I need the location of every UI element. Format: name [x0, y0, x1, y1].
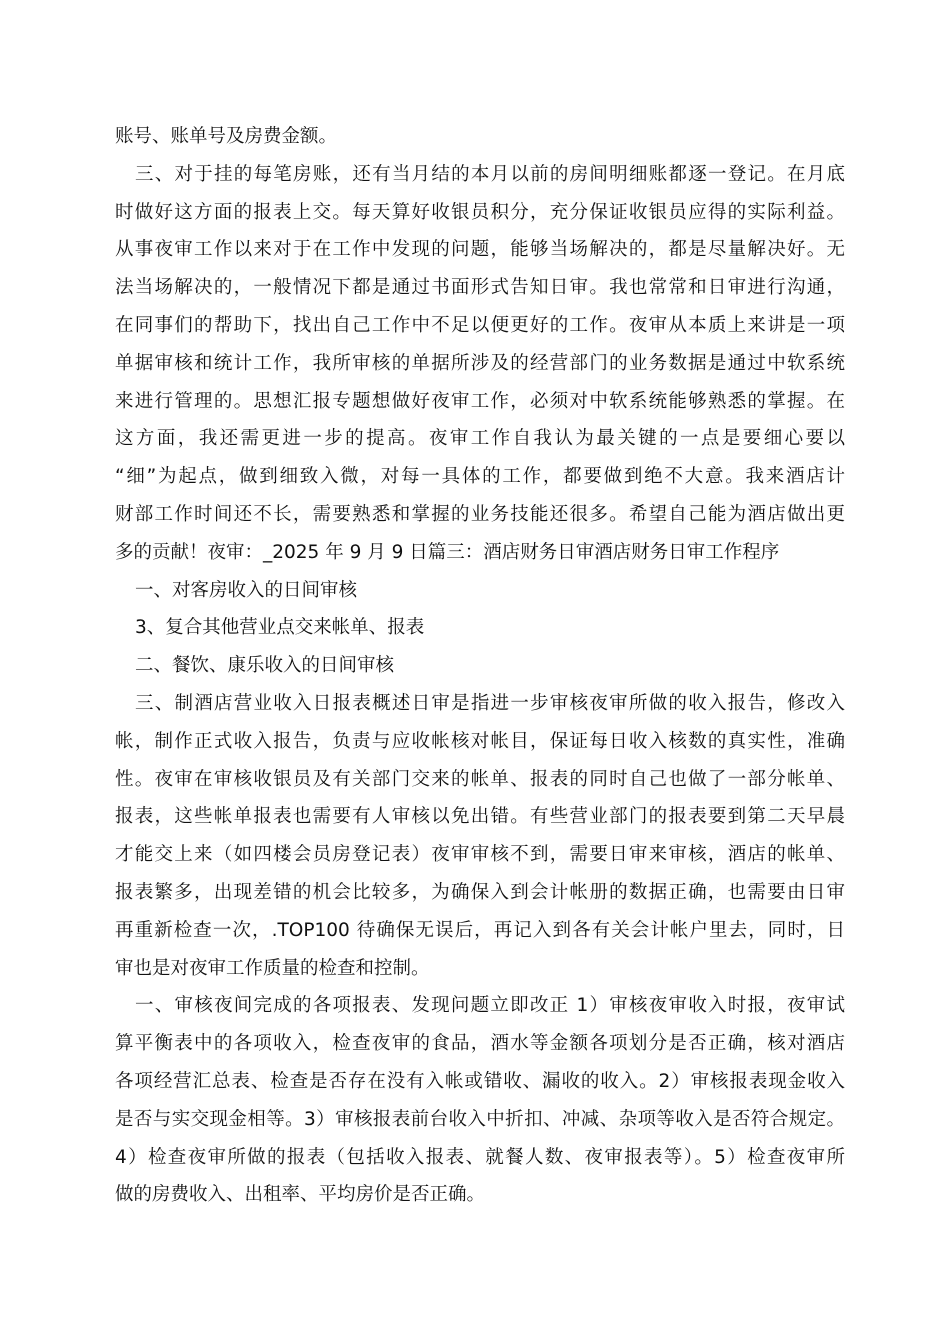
section-heading: 一、对客房收入的日间审核 [135, 579, 358, 601]
text-line: 是否与实交现金相等。3）审核报表前台收入中折扣、冲减、杂项等收入是否符合规定。 [115, 1108, 845, 1130]
text-line: 各项经营汇总表、检查是否存在没有入帐或错收、漏收的收入。2）审核报表现金收入 [115, 1070, 845, 1092]
text-line: 性。夜审在审核收银员及有关部门交来的帐单、报表的同时自己也做了一部分帐单、 [115, 768, 845, 790]
paragraph-start-line: 三、对于挂的每笔房账，还有当月结的本月以前的房间明细账都逐一登记。在月底 [135, 163, 845, 185]
text-line: 再重新检查一次，.TOP100 待确保无误后，再记入到各有关会计帐户里去，同时，日 [115, 919, 845, 941]
text-line: 报表繁多，出现差错的机会比较多，为确保入到会计帐册的数据正确，也需要由日审 [115, 881, 845, 903]
text-line: “细”为起点，做到细致入微，对每一具体的工作，都要做到绝不大意。我来酒店计 [115, 466, 845, 488]
text-line: 多的贡献！夜审：_2025 年 9 月 9 日篇三：酒店财务日审酒店财务日审工作程序 [115, 541, 780, 563]
text-line: 这方面，我还需更进一步的提高。夜审工作自我认为最关键的一点是要细心要以 [115, 428, 845, 450]
paragraph-start-line: 三、制酒店营业收入日报表概述日审是指进一步审核夜审所做的收入报告，修改入 [135, 692, 845, 714]
text-line: 做的房费收入、出租率、平均房价是否正确。 [115, 1184, 486, 1206]
paragraph-start-line: 一、审核夜间完成的各项报表、发现问题立即改正 1）审核夜审收入时报，夜审试 [135, 995, 845, 1017]
text-line: 财部工作时间还不长，需要熟悉和掌握的业务技能还很多。希望自己能为酒店做出更 [115, 503, 845, 525]
text-line: 法当场解决的，一般情况下都是通过书面形式告知日审。我也常常和日审进行沟通， [115, 277, 845, 299]
text-line: 在同事们的帮助下，找出自己工作中不足以便更好的工作。夜审从本质上来讲是一项 [115, 314, 845, 336]
text-line: 从事夜审工作以来对于在工作中发现的问题，能够当场解决的，都是尽量解决好。无 [115, 239, 845, 261]
text-line: 审也是对夜审工作质量的检查和控制。 [115, 957, 430, 979]
section-heading: 3、复合其他营业点交来帐单、报表 [135, 617, 425, 639]
text-line: 4）检查夜审所做的报表（包括收入报表、就餐人数、夜审报表等）。5）检查夜审所 [115, 1146, 845, 1168]
text-line: 时做好这方面的报表上交。每天算好收银员积分，充分保证收银员应得的实际利益。 [115, 201, 845, 223]
text-line: 才能交上来（如四楼会员房登记表）夜审审核不到，需要日审来审核，酒店的帐单、 [115, 844, 845, 866]
text-line: 报表，这些帐单报表也需要有人审核以免出错。有些营业部门的报表要到第二天早晨 [115, 806, 845, 828]
text-line: 单据审核和统计工作，我所审核的单据所涉及的经营部门的业务数据是通过中软系统 [115, 352, 845, 374]
section-heading: 二、餐饮、康乐收入的日间审核 [135, 655, 395, 677]
text-line: 来进行管理的。思想汇报专题想做好夜审工作，必须对中软系统能够熟悉的掌握。在 [115, 390, 845, 412]
document-body [115, 118, 845, 1214]
text-line: 帐，制作正式收入报告，负责与应收帐核对帐目，保证每日收入核数的真实性，准确 [115, 730, 845, 752]
text-line: 账号、账单号及房费金额。 [115, 126, 338, 147]
text-line: 算平衡表中的各项收入，检查夜审的食品，酒水等金额各项划分是否正确，核对酒店 [115, 1033, 845, 1055]
